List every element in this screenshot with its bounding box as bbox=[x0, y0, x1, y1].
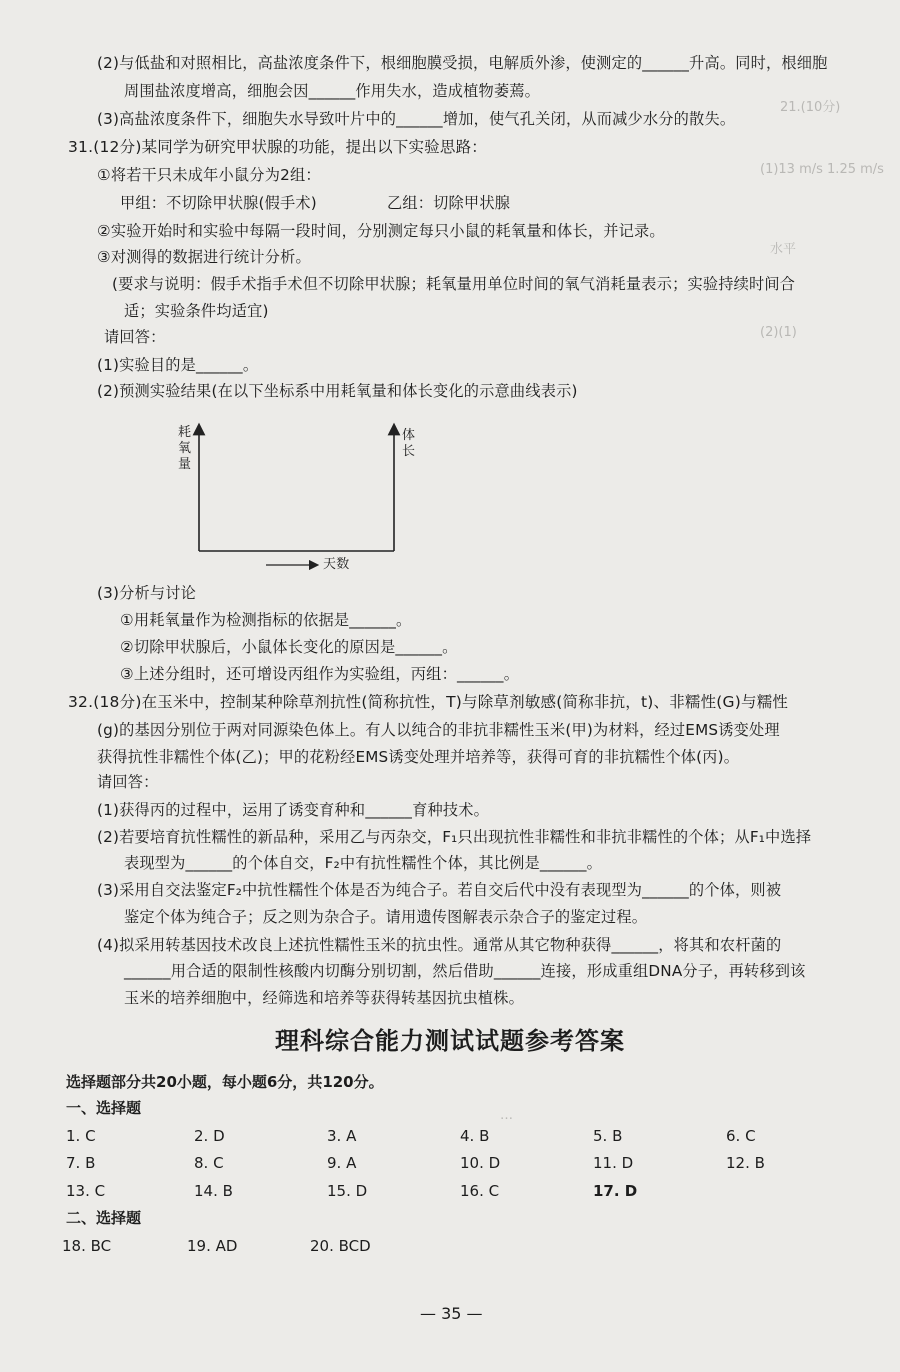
q30-line-3: (3)高盐浓度条件下，细胞失水导致叶片中的______增加，使气孔关闭，从而减少水分的散失。 bbox=[97, 110, 736, 128]
answer-section-2: 二、选择题 bbox=[66, 1209, 142, 1227]
answer-item: 15. D bbox=[327, 1182, 368, 1200]
q32-line-2: (g)的基因分别位于两对同源染色体上。有人以纯合的非抗非糯性玉米(甲)为材料，经过EMS诱变处理 bbox=[97, 721, 780, 739]
show-through-text: 21.(10分) bbox=[780, 100, 841, 115]
answer-item: 1. C bbox=[66, 1127, 96, 1145]
q31-part-1: (1)实验目的是______。 bbox=[97, 356, 259, 374]
q30-line-1: (2)与低盐和对照相比，高盐浓度条件下，根细胞膜受损，电解质外渗，使测定的______升高。同时，根细胞 bbox=[97, 54, 828, 72]
answer-item: 18. BC bbox=[62, 1237, 112, 1255]
answer-item: 8. C bbox=[194, 1154, 224, 1172]
answer-item: 17. D bbox=[593, 1182, 638, 1200]
q32-part-4c: 玉米的培养细胞中，经筛选和培养等获得转基因抗虫植株。 bbox=[124, 989, 525, 1007]
show-through-text: (2)(1) bbox=[760, 325, 797, 340]
answer-item: 10. D bbox=[460, 1154, 501, 1172]
show-through-text: … bbox=[500, 1108, 513, 1123]
q32-ask: 请回答： bbox=[97, 773, 159, 791]
y-left-label: 耗氧量 bbox=[178, 425, 192, 472]
answer-item: 20. BCD bbox=[310, 1237, 371, 1255]
q32-part-2a: (2)若要培育抗性糯性的新品种，采用乙与丙杂交，F₁只出现抗性非糯性和非抗非糯性的个体；从F₁中选择 bbox=[97, 828, 812, 846]
q32-part-2b: 表现型为______的个体自交，F₂中有抗性糯性个体，其比例是______。 bbox=[124, 854, 603, 872]
q31-group-b: 乙组：切除甲状腺 bbox=[387, 194, 511, 212]
show-through-text: 水平 bbox=[770, 242, 797, 257]
q31-note-1: (要求与说明：假手术指手术但不切除甲状腺；耗氧量用单位时间的氧气消耗量表示；实验持续时间合 bbox=[112, 275, 796, 293]
answer-item: 5. B bbox=[593, 1127, 623, 1145]
show-through-text: (1)13 m/s 1.25 m/s bbox=[760, 162, 884, 177]
q31-coordinate-diagram bbox=[0, 415, 900, 605]
q31-group-a: 甲组：不切除甲状腺(假手术) bbox=[120, 194, 317, 212]
answer-item: 3. A bbox=[327, 1127, 357, 1145]
answer-section-1: 一、选择题 bbox=[66, 1099, 142, 1117]
q31-part-2: (2)预测实验结果(在以下坐标系中用耗氧量和体长变化的示意曲线表示) bbox=[97, 382, 578, 400]
y-right-label: 体长 bbox=[402, 428, 416, 459]
q31-heading: 31.(12分)某同学为研究甲状腺的功能，提出以下实验思路： bbox=[68, 138, 487, 156]
q32-line-3: 获得抗性非糯性个体(乙)；甲的花粉经EMS诱变处理并培养等，获得可育的非抗糯性个体(丙)。 bbox=[97, 748, 740, 766]
q32-part-4a: (4)拟采用转基因技术改良上述抗性糯性玉米的抗虫性。通常从其它物种获得______，将其和农杆菌的 bbox=[97, 936, 782, 954]
answer-item: 13. C bbox=[66, 1182, 106, 1200]
q32-line-1: 32.(18分)在玉米中，控制某种除草剂抗性(简称抗性，T)与除草剂敏感(简称非抗，t)、非糯性(G)与糯性 bbox=[68, 693, 789, 711]
answer-item: 12. B bbox=[726, 1154, 765, 1172]
answer-intro: 选择题部分共20小题，每小题6分，共120分。 bbox=[66, 1073, 384, 1091]
q32-part-3b: 鉴定个体为纯合子；反之则为杂合子。请用遗传图解表示杂合子的鉴定过程。 bbox=[124, 908, 648, 926]
q31-part-3: (3)分析与讨论 bbox=[97, 584, 197, 602]
q31-step-1: ①将若干只未成年小鼠分为2组： bbox=[97, 166, 321, 184]
q31-part-3c: ③上述分组时，还可增设丙组作为实验组，丙组：______。 bbox=[120, 665, 520, 683]
answer-item: 7. B bbox=[66, 1154, 96, 1172]
answer-item: 16. C bbox=[460, 1182, 500, 1200]
q32-part-4b: ______用合适的限制性核酸内切酶分别切割，然后借助______连接，形成重组DNA分子，再转移到该 bbox=[124, 962, 806, 980]
answer-item: 6. C bbox=[726, 1127, 756, 1145]
q31-note-2: 适；实验条件均适宜) bbox=[124, 302, 269, 320]
x-axis-label: 天数 bbox=[323, 557, 350, 572]
q31-step-2: ②实验开始时和实验中每隔一段时间，分别测定每只小鼠的耗氧量和体长，并记录。 bbox=[97, 222, 665, 240]
q30-line-2: 周围盐浓度增高，细胞会因______作用失水，造成植物萎蔫。 bbox=[124, 82, 541, 100]
answer-item: 9. A bbox=[327, 1154, 357, 1172]
q32-part-1: (1)获得丙的过程中，运用了诱变育种和______育种技术。 bbox=[97, 801, 490, 819]
q31-part-3a: ①用耗氧量作为检测指标的依据是______。 bbox=[120, 611, 412, 629]
answer-item: 2. D bbox=[194, 1127, 225, 1145]
page-number: — 35 — bbox=[420, 1304, 483, 1323]
answer-item: 19. AD bbox=[187, 1237, 238, 1255]
answer-item: 14. B bbox=[194, 1182, 233, 1200]
q31-part-3b: ②切除甲状腺后，小鼠体长变化的原因是______。 bbox=[120, 638, 458, 656]
answer-item: 4. B bbox=[460, 1127, 490, 1145]
answer-key-title: 理科综合能力测试试题参考答案 bbox=[275, 1026, 625, 1055]
q32-part-3a: (3)采用自交法鉴定F₂中抗性糯性个体是否为纯合子。若自交后代中没有表现型为______的个体，则被 bbox=[97, 881, 782, 899]
q31-ask: 请回答： bbox=[104, 328, 166, 346]
answer-item: 11. D bbox=[593, 1154, 634, 1172]
q31-step-3: ③对测得的数据进行统计分析。 bbox=[97, 248, 311, 266]
